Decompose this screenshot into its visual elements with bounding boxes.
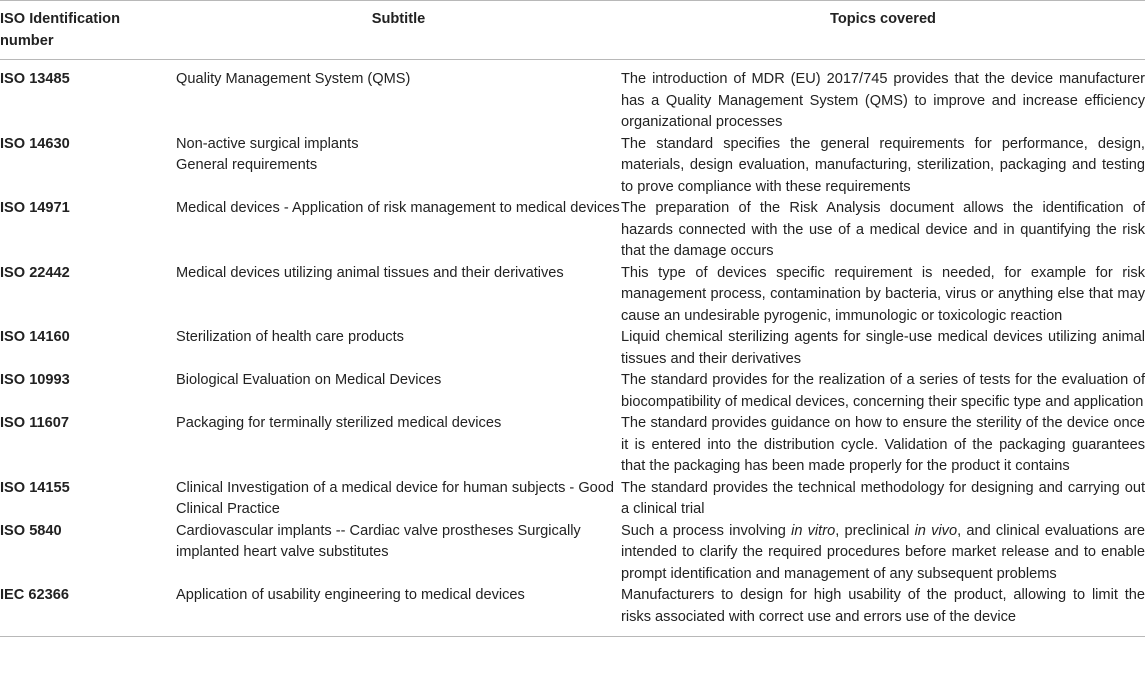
iso-id-cell: ISO 11607 xyxy=(0,415,69,431)
iso-id-cell: ISO 14160 xyxy=(0,329,70,345)
subtitle-cell xyxy=(176,585,621,637)
subtitle-line: Packaging for terminally sterilized medical devices xyxy=(176,415,502,431)
iso-id-cell: ISO 5840 xyxy=(0,522,62,539)
topic-cell: The standard specifies the general requirements for performance, design, materials, design evaluation, manufacturing, sterilization, packaging and testing to prove compliance with these requirements xyxy=(621,135,1145,195)
table-body xyxy=(0,60,1145,637)
topic-cell: The preparation of the Risk Analysis document allows the identification of hazards connected with the use of a medical device and in quantifying the risk that the damage occurs xyxy=(621,200,1145,259)
iso-id-cell: ISO 10993 xyxy=(0,372,70,388)
table-row xyxy=(0,521,1145,586)
header-subtitle: Subtitle xyxy=(176,1,621,60)
subtitle-line: Biological Evaluation on Medical Devices xyxy=(176,372,442,388)
table-row xyxy=(0,263,1145,328)
subtitle-line: General requirements xyxy=(176,157,318,173)
subtitle-line: Quality Management System (QMS) xyxy=(176,71,411,87)
subtitle-cell xyxy=(176,60,621,134)
iso-id-cell: ISO 22442 xyxy=(0,264,70,281)
table-row xyxy=(0,585,1145,637)
subtitle-cell xyxy=(176,327,621,370)
subtitle-line: Clinical Investigation of a medical device for human subjects - Good Clinical Practice xyxy=(176,479,615,517)
table-row xyxy=(0,370,1145,413)
iso-id-cell: ISO 13485 xyxy=(0,71,70,87)
topic-cell: The standard provides guidance on how to ensure the sterility of the device once it is entered into the distribution cycle. Validation of the packaging guarantees that the packaging has been made properly for the product it contains xyxy=(621,415,1145,474)
subtitle-line: Application of usability engineering to medical devices xyxy=(176,587,525,603)
topic-cell: This type of devices specific requirement is needed, for example for risk management process, contamination by bacteria, virus or anything else that may cause an undesirable pyrogenic, immunologic or toxicologic reaction xyxy=(621,264,1145,324)
topic-cell: The standard provides the technical methodology for designing and carrying out a clinical trial xyxy=(621,479,1145,517)
iso-id-cell: ISO 14630 xyxy=(0,135,70,152)
table-row xyxy=(0,413,1145,478)
subtitle-cell xyxy=(176,478,621,521)
subtitle-cell xyxy=(176,263,621,328)
topic-cell: Manufacturers to design for high usability of the product, allowing to limit the risks associated with correct use and errors use of the device xyxy=(621,585,1145,637)
subtitle-line: Cardiovascular implants -- Cardiac valve prostheses Surgically implanted heart valve substitutes xyxy=(176,522,581,560)
header-topics: Topics covered xyxy=(621,1,1145,60)
header-iso-id: ISO Identification number xyxy=(0,1,176,60)
subtitle-cell xyxy=(176,370,621,413)
table-row xyxy=(0,327,1145,370)
table-row xyxy=(0,60,1145,134)
subtitle-line: Non-active surgical implants xyxy=(176,135,359,152)
topic-italic-text: in vitro xyxy=(791,522,836,539)
topic-text: Such a process involving xyxy=(621,522,792,539)
table-row xyxy=(0,478,1145,521)
topic-cell xyxy=(621,521,1145,586)
subtitle-line: Medical devices - Application of risk management to medical devices xyxy=(176,200,620,216)
table-row xyxy=(0,198,1145,263)
subtitle-line: Sterilization of health care products xyxy=(176,329,404,345)
subtitle-cell xyxy=(176,198,621,263)
table-header xyxy=(0,1,1145,60)
topic-cell: The introduction of MDR (EU) 2017/745 provides that the device manufacturer has a Quality Management System (QMS) to improve and increase efficiency organizational processes xyxy=(621,71,1145,130)
topic-text: , and clinical evaluations are intended to clarify the required procedures before market release and to enable prompt identification and management of any subsequent problems xyxy=(621,522,1145,582)
subtitle-cell xyxy=(176,521,621,586)
topic-cell: The standard provides for the realization of a series of tests for the evaluation of biocompatibility of medical devices, concerning their specific type and application xyxy=(621,372,1145,410)
header-row xyxy=(0,1,1145,60)
topic-italic-text: in vivo xyxy=(914,522,958,539)
iso-id-cell: ISO 14155 xyxy=(0,479,70,496)
subtitle-line: Medical devices utilizing animal tissues and their derivatives xyxy=(176,264,564,281)
topic-text: , preclinical xyxy=(835,522,915,539)
topic-cell: Liquid chemical sterilizing agents for single-use medical devices utilizing animal tissues and their derivatives xyxy=(621,329,1145,367)
subtitle-cell xyxy=(176,134,621,199)
subtitle-cell xyxy=(176,413,621,478)
table-row xyxy=(0,134,1145,199)
iso-id-cell: ISO 14971 xyxy=(0,200,70,216)
iso-id-cell: IEC 62366 xyxy=(0,585,176,637)
